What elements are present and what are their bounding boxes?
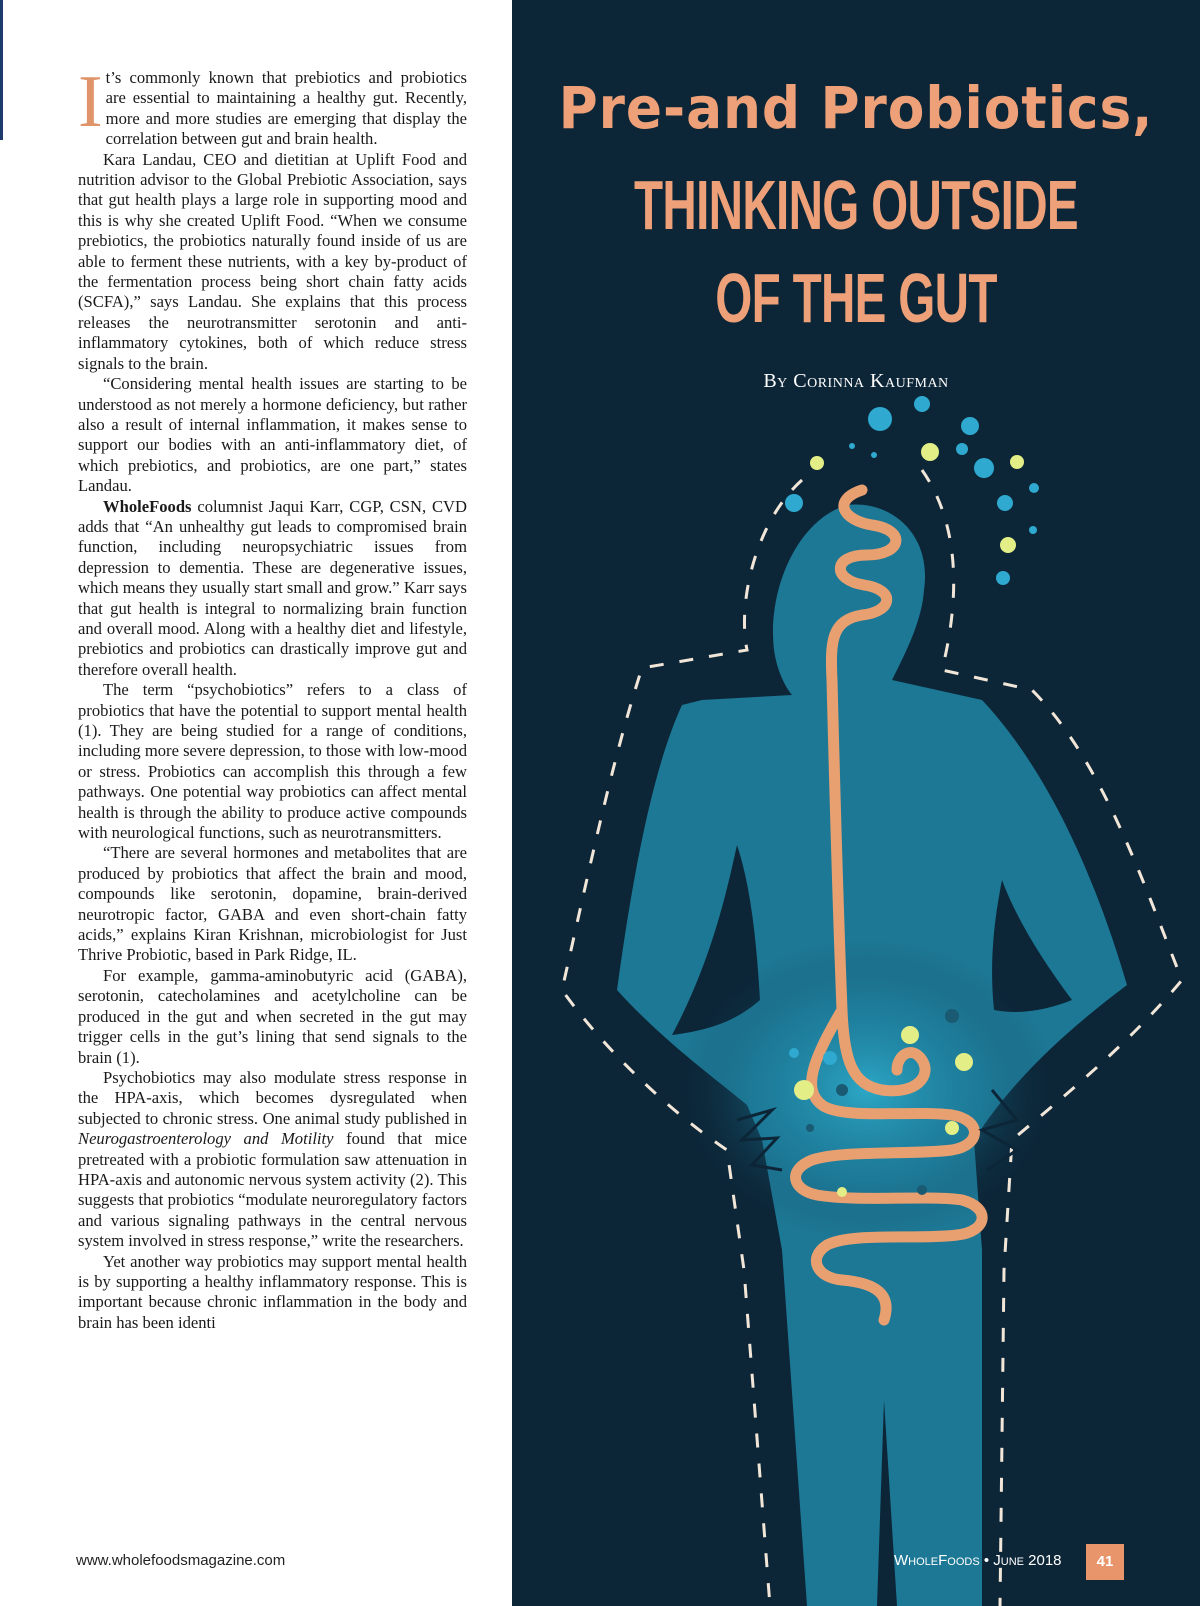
journal-title: Neurogastroenterology and Motility bbox=[78, 1129, 334, 1149]
dot bbox=[921, 443, 939, 461]
page-number: 41 bbox=[1086, 1544, 1124, 1580]
article-paragraph: For example, gamma-aminobutyric acid (GABA), serotonin, catecholamines and acetylcholine can be produced in the gut and when secreted in the gut may trigger cells in the gut’s lining that send signals to the brain (1). bbox=[78, 965, 467, 1067]
article-paragraph: “There are several hormones and metabolites that are produced by probiotics that affect the brain and mood, compounds like serotonin, dopamine, brain-derived neurotropic factor, GABA and even short-chain fatty acids,” explains Kiran Krishnan, microbiologist for Just Thrive Probiotic, based in Park Ridge, IL. bbox=[78, 843, 467, 965]
headline-line-2: THINKING OUTSIDE bbox=[634, 166, 1078, 244]
dot bbox=[997, 495, 1013, 511]
dot bbox=[1029, 526, 1037, 534]
drop-cap: I bbox=[78, 61, 103, 143]
dot bbox=[785, 494, 803, 512]
dot bbox=[823, 1051, 837, 1065]
dot bbox=[945, 1121, 959, 1135]
article-paragraph: Yet another way probiotics may support mental health is by supporting a healthy inflammatory response. This is important because chronic inflammation in the body and brain has been identi bbox=[78, 1251, 467, 1332]
magazine-name: WholeFoods bbox=[103, 496, 192, 516]
article-paragraph: “Considering mental health issues are starting to be understood as not merely a hormone deficiency, but rather also a result of internal inflammation, it makes sense to support our bodies with an anti-inflammatory diet, of which prebiotics, and probiotics, are one part,” states Landau. bbox=[78, 374, 467, 496]
byline: By Corinna Kaufman bbox=[763, 370, 949, 392]
dot bbox=[1000, 537, 1016, 553]
dot bbox=[901, 1026, 919, 1044]
dot bbox=[806, 1124, 814, 1132]
dot bbox=[1029, 483, 1039, 493]
dot bbox=[868, 407, 892, 431]
article-paragraph: Psychobiotics may also modulate stress response in the HPA-axis, which becomes dysregulated when subjected to chronic stress. One animal study published in Neurogastroenterology and Motility found that mice pretreated with a probiotic formulation saw attenuation in HPA-axis and autonomic nervous system activity (2). This suggests that probiotics “modulate neuroregulatory factors and various signaling pathways in the central nervous system involved in stress response,” write the researchers. bbox=[78, 1067, 467, 1251]
dot bbox=[789, 1048, 799, 1058]
dot bbox=[1010, 455, 1024, 469]
dot bbox=[956, 443, 968, 455]
headline-line-3: OF THE GUT bbox=[715, 259, 997, 337]
dot bbox=[794, 1080, 814, 1100]
article-paragraph: Kara Landau, CEO and dietitian at Uplift Food and nutrition advisor to the Global Prebiotic Association, says that gut health plays a large role in supporting mood and this is why she created Uplift Food. “When we consume prebiotics, the probiotics naturally found inside of us are able to ferment these nutrients, with a key by-product of the fermentation process being short chain fatty acids (SCFA),” says Landau. She explains that this process releases the neurotransmitter serotonin and anti-inflammatory cytokines, both of which reduce stress signals to the brain. bbox=[78, 149, 467, 373]
dot bbox=[996, 571, 1010, 585]
page-edge-mark bbox=[0, 0, 3, 140]
folio: WholeFoods • June 2018 bbox=[894, 1552, 1062, 1569]
dot bbox=[914, 396, 930, 412]
dot bbox=[871, 452, 877, 458]
dot bbox=[945, 1009, 959, 1023]
feature-art-panel bbox=[512, 0, 1200, 1606]
dot bbox=[810, 456, 824, 470]
article-paragraph: The term “psychobiotics” refers to a class of probiotics that have the potential to support mental health (1). They are being studied for a range of conditions, including more severe depression, to those with low-mood or stress. Probiotics can accomplish this through a few pathways. One potential way probiotics can affect mental health is through the ability to produce active compounds with neurological functions, such as neurotransmitters. bbox=[78, 680, 467, 843]
article-paragraph: It’s commonly known that prebiotics and probiotics are essential to maintaining a healthy gut. Recently, more and more studies are emerging that display the correlation between gut and brain health. bbox=[78, 61, 467, 149]
dot bbox=[837, 1187, 847, 1197]
article-paragraph: WholeFoods columnist Jaqui Karr, CGP, CSN, CVD adds that “An unhealthy gut leads to compromised brain function, including neuropsychiatric issues from depression to dementia. These are degenerative issues, which means they usually start small and grow.” Karr says that gut health is integral to normalizing brain function and overall mood. Along with a healthy diet and lifestyle, prebiotics and probiotics can drastically improve gut and therefore overall health. bbox=[78, 496, 467, 679]
dot bbox=[849, 443, 855, 449]
dot bbox=[955, 1053, 973, 1071]
dot bbox=[917, 1185, 927, 1195]
dot bbox=[961, 417, 979, 435]
dot bbox=[974, 458, 994, 478]
dot bbox=[836, 1084, 848, 1096]
headline-line-1: Pre-and Probiotics, bbox=[558, 74, 1154, 142]
article-body bbox=[78, 61, 467, 1333]
footer-url: www.wholefoodsmagazine.com bbox=[76, 1552, 286, 1569]
